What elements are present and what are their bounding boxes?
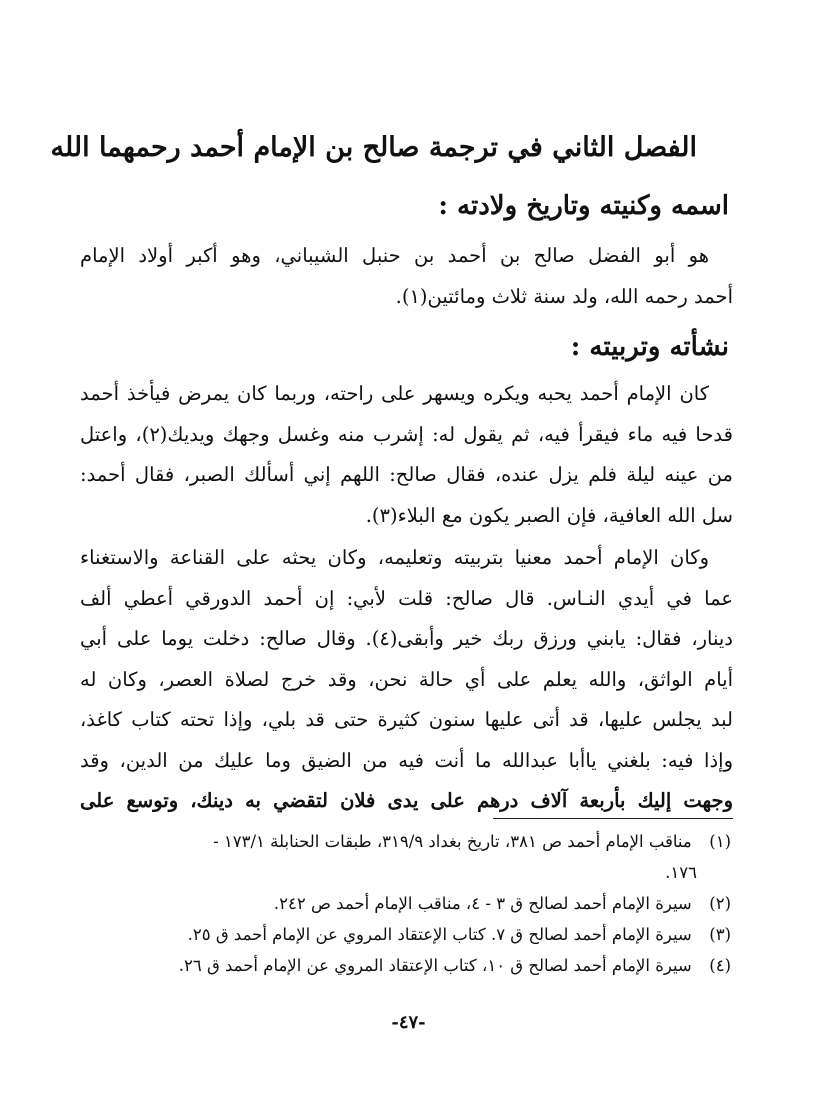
chapter-title: الفصل الثاني في ترجمة صالح بن الإمام أحمد رحمهما الله [50,132,697,163]
footnote-number: (٤) [709,956,731,975]
footnote-1 [84,826,731,888]
paragraph-line: وكان الإمام أحمد معنيا بتربيته وتعليمه، وكان يحثه على القناعة والاستغناء [80,546,709,569]
footnote-2 [84,888,731,919]
footnote-continuation: ١٧٦. [665,863,697,882]
footnote-4 [84,950,731,981]
paragraph-line: أحمد رحمه الله، ولد سنة ثلاث ومائتين(١). [395,284,733,308]
section-heading-name-birth: اسمه وكنيته وتاريخ ولادته : [438,191,729,221]
footnote-3 [84,919,731,950]
paragraph-upbringing-1 [80,374,733,536]
paragraph-line: وجهت إليك بأربعة آلاف درهم على يدى فلان لتقضي به دينك، وتوسع على [80,789,733,812]
footnote-number: (٢) [709,894,731,913]
footnotes [84,826,731,981]
footnote-divider [493,818,733,819]
paragraph-line: وإذا فيه: بلغني ياأبا عبدالله ما أنت فيه من الضيق وما عليك من الدين، وقد [80,748,733,772]
footnote-text: مناقب الإمام أحمد ص ٣٨١، تاريخ بغداد ٣١٩/٩، طبقات الحنابلة ١٧٣/١ - [213,832,692,851]
footnote-text: سيرة الإمام أحمد لصالح ق ٣ - ٤، مناقب الإمام أحمد ص ٢٤٢. [273,894,692,913]
paragraph-line: قدحا فيه ماء فيقرأ فيه، ثم يقول له: إشرب منه وغسل وجهك ويديك(٢)، واعتل [80,422,733,446]
paragraph-line: دينار، فقال: يابني ورزق ربك خير وأبقى(٤). وقال صالح: دخلت يوما على أبي [80,627,733,650]
footnote-number: (١) [709,832,731,851]
footnote-number: (٣) [709,925,731,944]
paragraph-upbringing-2 [80,538,733,822]
paragraph-line: من عينه ليلة فلم يزل عنده، فقال صالح: اللهم إني أسألك الصبر، فقال أحمد: [80,463,733,486]
paragraph-line: هو أبو الفضل صالح بن أحمد بن حنبل الشيباني، وهو أكبر أولاد الإمام [80,244,709,267]
paragraph-line: سل الله العافية، فإن الصبر يكون مع البلاء(٣). [365,503,733,527]
paragraph-line: لبد يجلس عليها، قد أتى عليها سنون كثيرة حتى قد بلي، وإذا تحته كتاب كاغذ، [80,708,733,731]
paragraph-line: أيام الواثق، والله يعلم على أي حالة نحن، وقد خرج لصلاة العصر، وكان له [80,667,733,691]
footnote-text: سيرة الإمام أحمد لصالح ق ٧. كتاب الإعتقاد المروي عن الإمام أحمد ق ٢٥. [187,925,692,944]
footnote-text: سيرة الإمام أحمد لصالح ق ١٠، كتاب الإعتقاد المروي عن الإمام أحمد ق ٢٦. [178,956,692,975]
paragraph-line: كان الإمام أحمد يحبه ويكره ويسهر على راحته، وربما كان يمرض فيأخذ أحمد [80,382,709,405]
section-heading-upbringing: نشأته وتربيته : [570,332,729,362]
page-number: -٤٧- [391,1012,426,1033]
paragraph-line: عما في أيدي النـاس. قال صالح: قلت لأبي: إن أحمد الدورقي أعطي ألف [80,586,733,610]
paragraph-name-birth [80,236,733,317]
